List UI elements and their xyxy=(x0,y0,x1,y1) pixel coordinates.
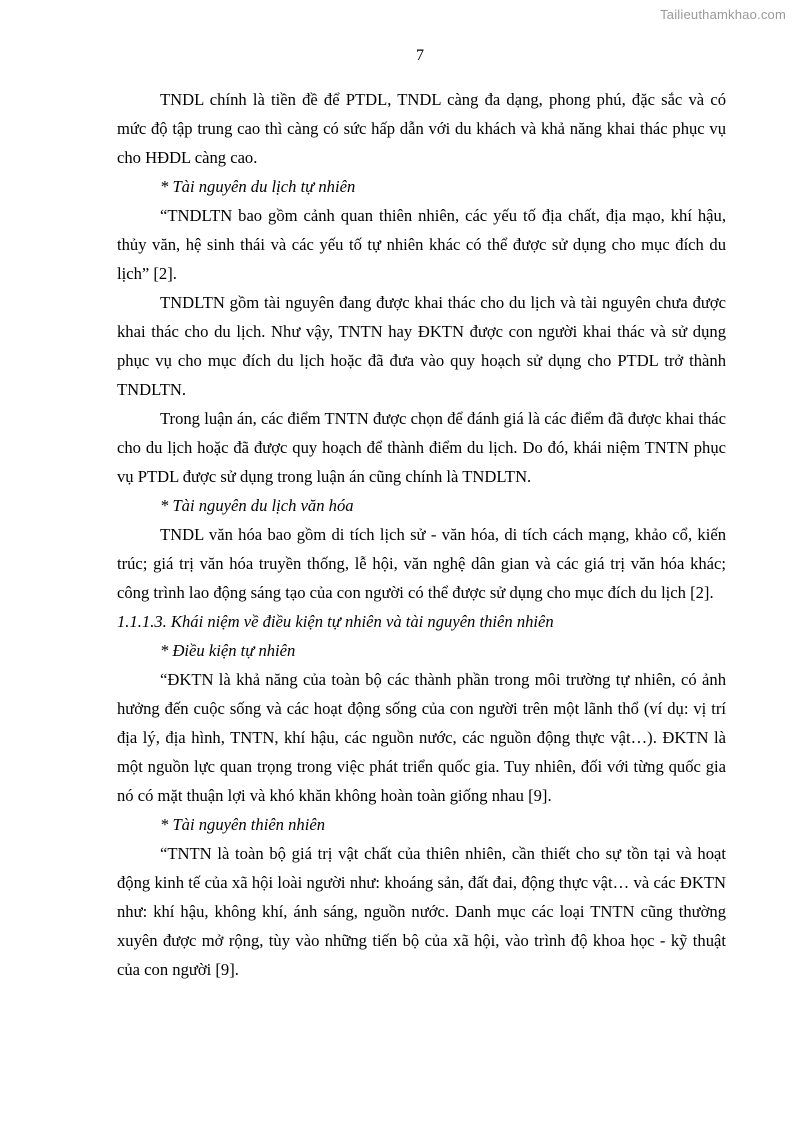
section-heading-1-1-1-3: 1.1.1.3. Khái niệm về điều kiện tự nhiên và tài nguyên thiên nhiên xyxy=(117,612,554,631)
paragraph-natural-conditions: “ĐKTN là khả năng của toàn bộ các thành phần trong môi trường tự nhiên, có ảnh hưởng đến cuộc sống và các hoạt động sống của con người trên một lãnh thổ (ví dụ: vị trí địa lý, địa hình, TNTN, khí hậu, các nguồn nước, các nguồn động thực vật…). ĐKTN là một nguồn lực quan trọng trong việc phát triển quốc gia. Tuy nhiên, đối với từng quốc gia nó có mặt thuận lợi và khó khăn không hoàn toàn giống nhau [9]. xyxy=(117,670,726,805)
watermark: Tailieuthamkhao.com xyxy=(660,7,786,22)
paragraph-natural-resources: “TNTN là toàn bộ giá trị vật chất của thiên nhiên, cần thiết cho sự tồn tại và hoạt động kinh tế của xã hội loài người như: khoáng sản, đất đai, động thực vật… và các ĐKTN như: khí hậu, không khí, ánh sáng, nguồn nước. Danh mục các loại TNTN cũng thường xuyên được mở rộng, tùy vào những tiến bộ của xã hội, vào trình độ khoa học - kỹ thuật của con người [9]. xyxy=(117,844,726,979)
paragraph-cultural-definition: TNDL văn hóa bao gồm di tích lịch sử - văn hóa, di tích cách mạng, khảo cổ, kiến trúc; giá trị văn hóa truyền thống, lễ hội, văn nghệ dân gian và các giá trị văn hóa khác; công trình lao động sáng tạo của con người có thể được sử dụng cho mục đích du lịch [2]. xyxy=(117,525,726,602)
paragraph-thesis-scope: Trong luận án, các điểm TNTN được chọn để đánh giá là các điểm đã được khai thác cho du lịch hoặc đã được quy hoạch để thành điểm du lịch. Do đó, khái niệm TNTN phục vụ PTDL được sử dụng trong luận án cũng chính là TNDLTN. xyxy=(117,409,726,486)
paragraph-tndltn-scope: TNDLTN gồm tài nguyên đang được khai thác cho du lịch và tài nguyên chưa được khai thác cho du lịch. Như vậy, TNTN hay ĐKTN được con người khai thác và sử dụng phục vụ cho mục đích du lịch hoặc đã đưa vào quy hoạch sử dụng cho PTDL trở thành TNDLTN. xyxy=(117,293,726,399)
heading-natural-resources: * Tài nguyên thiên nhiên xyxy=(160,815,325,834)
page-number: 7 xyxy=(416,47,424,64)
paragraph-tndl-intro: TNDL chính là tiền đề để PTDL, TNDL càng đa dạng, phong phú, đặc sắc và có mức độ tập trung cao thì càng có sức hấp dẫn với du khách và khả năng khai thác phục vụ cho HĐDL càng cao. xyxy=(117,90,726,167)
heading-natural-conditions: * Điều kiện tự nhiên xyxy=(160,641,296,660)
heading-natural-tourism-resources: * Tài nguyên du lịch tự nhiên xyxy=(160,177,356,196)
paragraph-tndltn-definition: “TNDLTN bao gồm cảnh quan thiên nhiên, các yếu tố địa chất, địa mạo, khí hậu, thủy văn, hệ sinh thái và các yếu tố tự nhiên khác có thể được sử dụng cho mục đích du lịch” [2]. xyxy=(117,206,726,283)
heading-cultural-tourism-resources: * Tài nguyên du lịch văn hóa xyxy=(160,496,354,515)
document-body xyxy=(117,85,726,984)
